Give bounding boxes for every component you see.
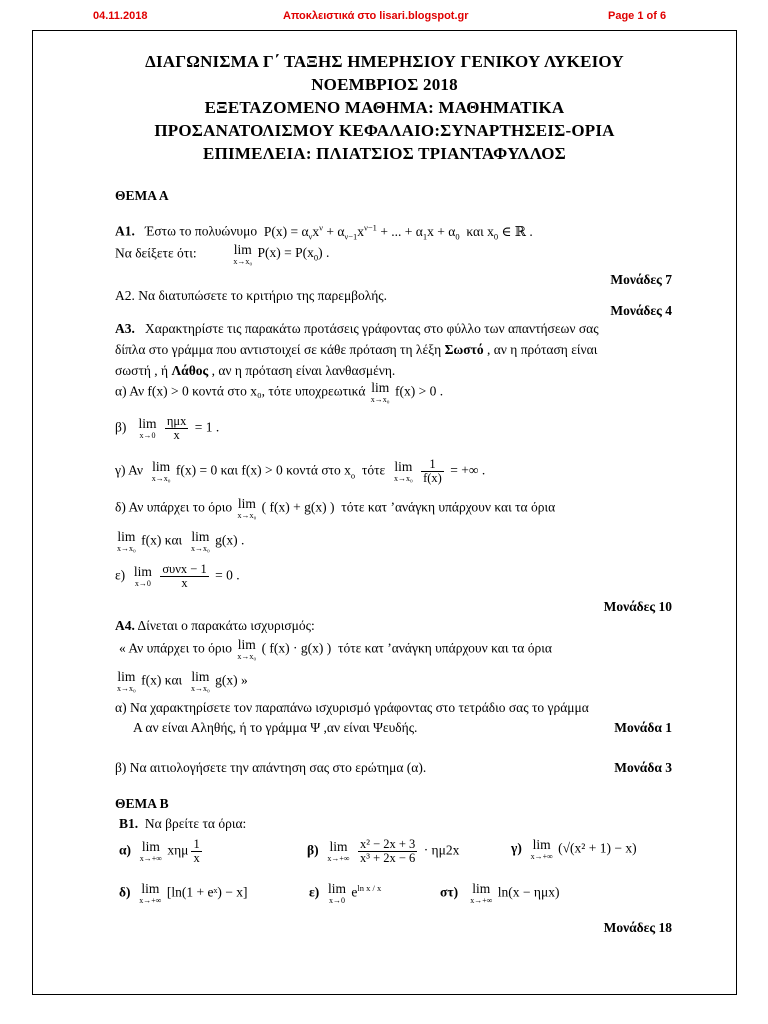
a3-beta-end: = 1 . (194, 419, 220, 435)
b1-text: Να βρείτε τα όρια: (144, 816, 247, 831)
a4-claim-lim-f (117, 670, 136, 693)
a1-cond: και $x_0$ ∈ ℝ . (466, 223, 533, 242)
lim-word: lim (233, 242, 252, 257)
lim-sub: x→x₀ (370, 394, 390, 404)
lim-word: lim (532, 837, 551, 852)
a3-delta-f: f(x) και (141, 532, 183, 548)
thema-b-heading: ΘΕΜΑ Β (115, 796, 169, 811)
b1-item-g-expr: (√(x² + 1) − x) (558, 840, 637, 856)
lim-word: lim (328, 881, 347, 896)
a2-label: Α2 (115, 288, 132, 303)
a3-gamma-lim1 (152, 460, 171, 483)
lim-sub: x→0 (139, 430, 156, 440)
a1-prove-text: Να δείξετε ότι: (115, 245, 197, 261)
b1-item-a (119, 838, 205, 865)
b1-item-a-expr: xημ (167, 842, 189, 858)
lim-sub: x→x₀ (237, 510, 257, 520)
b1-label: Β1. (119, 816, 139, 831)
frac-num: συνx − 1 (162, 562, 207, 576)
a3-epsilon-fraction (160, 563, 208, 590)
lim-word: lim (138, 416, 157, 432)
a3-line1 (115, 321, 599, 337)
a1-label: Α1. (115, 223, 135, 239)
a3-delta-g: g(x) . (215, 532, 245, 548)
b1-item-g (511, 838, 637, 861)
a3-delta-lim-g (191, 530, 210, 553)
lim-word: lim (152, 459, 171, 475)
title-line-5: ΕΠΙΜΕΛΕΙΑ: ΠΛΙΑΤΣΙΟΣ ΤΡΙΑΝΤΑΦΥΛΛΟΣ (203, 144, 566, 163)
a4-claim-b: τότε κατ ’ανάγκη υπάρχουν και τα όρια (338, 640, 552, 656)
b1-item-a-label: α) (119, 842, 132, 858)
a3-gamma-lim2 (394, 460, 413, 483)
a3-text3c: , αν η πρόταση είναι λανθασμένη. (208, 363, 396, 378)
lim-sub: x→+∞ (139, 853, 162, 863)
b1-item-st (440, 882, 559, 905)
header-site[interactable]: Αποκλειστικά στο lisari.blogspot.gr (283, 10, 469, 22)
lim-sub: x→x₀ (237, 651, 257, 661)
thema-a-heading: ΘΕΜΑ Α (115, 188, 169, 203)
lim-word: lim (191, 529, 210, 544)
lim-word: lim (117, 529, 136, 544)
frac-num: x² − 2x + 3 (359, 837, 416, 851)
a4-claim-expr: ( f(x) · g(x) ) (261, 640, 332, 656)
a2-line (115, 288, 387, 304)
a3-delta (115, 497, 555, 520)
lim-word: lim (237, 637, 256, 652)
lim-sub: x→0 (134, 578, 151, 588)
header-page-number: Page 1 of 6 (608, 10, 667, 22)
lim-word: lim (191, 669, 210, 684)
a4-beta-marks: Μονάδα 3 (614, 760, 672, 775)
a4-claim (119, 638, 552, 661)
a3-delta-lim (238, 497, 257, 520)
a4-claim-line2 (115, 670, 248, 693)
lim-sub: x→+∞ (139, 895, 162, 905)
title-line-1: ΔΙΑΓΩΝΙΣΜΑ Γ΄ ΤΑΞΗΣ ΗΜΕΡΗΣΙΟΥ ΓΕΝΙΚΟΥ ΛΥΚΕΙΟΥ (145, 52, 624, 71)
title-line-4: ΠΡΟΣΑΝΑΤΟΛΙΣΜΟΥ ΚΕΦΑΛΑΙΟ:ΣΥΝΑΡΤΗΣΕΙΣ-ΟΡΙΑ (154, 121, 615, 140)
a4-alpha-line1: α) Να χαρακτηρίσετε τον παραπάνω ισχυρισμό γράφοντας στο τετράδιο σας το γράμμα (115, 700, 589, 715)
a4-line (115, 618, 315, 634)
frac-den: x³ + 2x − 6 (359, 851, 416, 866)
b1-item-d-expr: [ln(1 + eˣ) − x] (166, 884, 248, 900)
a3-delta-end: τότε κατ ’ανάγκη υπάρχουν και τα όρια (341, 499, 556, 515)
frac-den: x (173, 428, 180, 443)
a3-alpha-end: f(x) > 0 . (394, 383, 444, 399)
lim-word: lim (141, 839, 160, 855)
b1-item-g-label: γ) (511, 840, 522, 856)
a3-beta-fraction (165, 415, 189, 442)
a3-marks: Μονάδες 10 (603, 599, 672, 614)
a3-delta-lim-f (117, 530, 136, 553)
lim-sub: x→0 (329, 895, 346, 905)
lim-sub: x→x₀ (233, 256, 253, 266)
b1-item-e-lim (328, 882, 346, 905)
a3-epsilon-label: ε) (115, 567, 126, 583)
a3-line3 (115, 363, 395, 379)
a3-text2c: , αν η πρόταση είναι (483, 342, 598, 357)
a3-epsilon-end: = 0 . (215, 567, 240, 583)
lim-word: lim (371, 380, 390, 395)
a3-word-correct: Σωστό (444, 342, 484, 357)
a3-word-wrong: Λάθος (171, 363, 209, 378)
b1-item-st-expr: ln(x − ημx) (497, 884, 560, 900)
title-line-2: ΝΟΕΜΒΡΙΟΣ 2018 (311, 75, 458, 94)
b1-item-b-fraction (358, 838, 417, 865)
lim-sub: x→x₀ (117, 543, 136, 553)
b1-item-d-lim (139, 882, 161, 905)
title-line-3: ΕΞΕΤΑΖΟΜΕΝΟ ΜΑΘΗΜΑ: ΜΑΘΗΜΑΤΙΚΑ (204, 98, 565, 117)
lim-word: lim (329, 839, 348, 855)
a1-poly: $P(x) = \alpha_\nu x^\nu + \alpha_{\nu-1}x^{\nu-1}$ + ... + $\alpha_1x + \alpha_0$ (263, 222, 460, 242)
lim-sub: x→x₀ (190, 543, 210, 553)
a2-marks: Μονάδες 4 (610, 303, 672, 318)
a4-beta: β) Να αιτιολογήσετε την απάντηση σας στο ερώτημα (α). (115, 760, 427, 775)
a3-epsilon (115, 563, 240, 590)
frac-den: x (193, 851, 200, 866)
b1-item-d-label: δ) (119, 884, 131, 900)
b1-item-b-lim (327, 840, 349, 863)
b1-item-a-lim (140, 840, 162, 863)
a3-text1: Χαρακτηρίστε τις παρακάτω προτάσεις γράφοντας στο φύλλο των απαντήσεων σας (145, 321, 599, 336)
a4-claim-f: f(x) και (141, 672, 183, 688)
a4-label: Α4. (115, 618, 135, 633)
frac-den: f(x) (423, 471, 442, 486)
lim-word: lim (141, 881, 160, 896)
a3-gamma: γ) Αν lim x→x₀ f(x) = 0 και f(x) > 0 κοντά στο $x_o$ τότε lim x→x₀ $\frac{1}{f(x)}$ = +∞ . (115, 457, 486, 486)
a4-claim-a: « Αν υπάρχει το όριο (119, 640, 233, 656)
b1-item-b-tail: · ημ2x (423, 842, 460, 858)
lim-word: lim (237, 496, 256, 511)
b1-marks: Μονάδες 18 (603, 920, 672, 935)
b1-item-st-lim (470, 882, 492, 905)
b1-item-b (307, 838, 459, 865)
frac-num: 1 (421, 458, 444, 472)
a3-delta-line2 (115, 530, 244, 553)
a3-gamma-end: = +∞ . (450, 462, 486, 478)
a3-beta-label: β) (115, 419, 127, 435)
a3-text3a: σωστή , ή (115, 363, 172, 378)
a3-alpha (115, 381, 443, 404)
a3-gamma-fraction (421, 458, 444, 485)
b1-line (119, 816, 246, 832)
lim-word: lim (472, 881, 491, 896)
lim-sub: x→x₀ (151, 473, 171, 483)
frac-num: 1 (193, 837, 200, 851)
a4-claim-g: g(x) » (215, 672, 248, 688)
a1-line2 (115, 243, 329, 266)
lim-sub: x→+∞ (530, 851, 553, 861)
a1-line (115, 222, 533, 241)
b1-item-g-lim (531, 838, 553, 861)
header-date: 04.11.2018 (93, 10, 148, 22)
a3-delta-text: δ) Αν υπάρχει το όριο (115, 499, 233, 515)
lim-word: lim (117, 669, 136, 684)
a1-marks: Μονάδες 7 (610, 272, 672, 287)
a1-lim (233, 243, 252, 266)
a1-text: Έστω το πολυώνυμο (145, 223, 258, 239)
a4-alpha-line2: Α αν είναι Αληθής, ή το γράμμα Ψ ,αν είναι Ψευδής. (133, 720, 418, 735)
a4-claim-lim (237, 638, 256, 661)
a3-gamma-then: τότε (361, 462, 386, 478)
a4-claim-lim-g (191, 670, 210, 693)
lim-sub: x→x₀ (393, 473, 413, 483)
b1-item-e-label: ε) (309, 884, 320, 900)
a3-epsilon-lim (134, 565, 152, 588)
a4-text: Δίνεται ο παρακάτω ισχυρισμός: (137, 618, 315, 633)
a3-alpha-lim (371, 381, 390, 404)
page-header (0, 10, 768, 26)
lim-word: lim (133, 564, 152, 580)
b1-item-e-exponent: ln x / x (357, 882, 382, 893)
b1-item-st-label: στ) (440, 884, 459, 900)
b1-item-d (119, 882, 247, 905)
a3-gamma-mid: f(x) = 0 και f(x) > 0 κοντά στο x (175, 462, 351, 478)
lim-sub: x→+∞ (470, 895, 493, 905)
a1-result: $P(x) = P(x_0)$ . (257, 245, 330, 264)
frac-num: ημx (166, 414, 187, 428)
a3-beta (115, 415, 219, 442)
b1-item-b-label: β) (307, 842, 319, 858)
a3-gamma-label: γ) Αν (115, 462, 143, 478)
lim-word: lim (394, 459, 413, 475)
a3-alpha-text: α) Αν f(x) > 0 κοντά στο x₀, τότε υποχρεωτικά (115, 383, 366, 399)
frac-den: x (181, 576, 188, 591)
b1-item-a-fraction (191, 838, 201, 865)
b1-item-e (309, 882, 381, 905)
a3-line2 (115, 342, 597, 358)
lim-sub: x→x₀ (117, 683, 136, 693)
a2-text: . Να διατυπώσετε το κριτήριο της παρεμβολής. (131, 288, 388, 303)
lim-sub: x→x₀ (190, 683, 210, 693)
b1-item-e-base: e (351, 884, 358, 900)
a3-label: Α3. (115, 321, 135, 336)
a3-delta-expr: ( f(x) + g(x) ) (261, 499, 335, 515)
lim-sub: x→+∞ (327, 853, 350, 863)
a4-alpha-marks: Μονάδα 1 (614, 720, 672, 735)
a3-beta-lim (139, 417, 157, 440)
a3-text2a: δίπλα στο γράμμα που αντιστοιχεί σε κάθε πρόταση τη λέξη (115, 342, 445, 357)
